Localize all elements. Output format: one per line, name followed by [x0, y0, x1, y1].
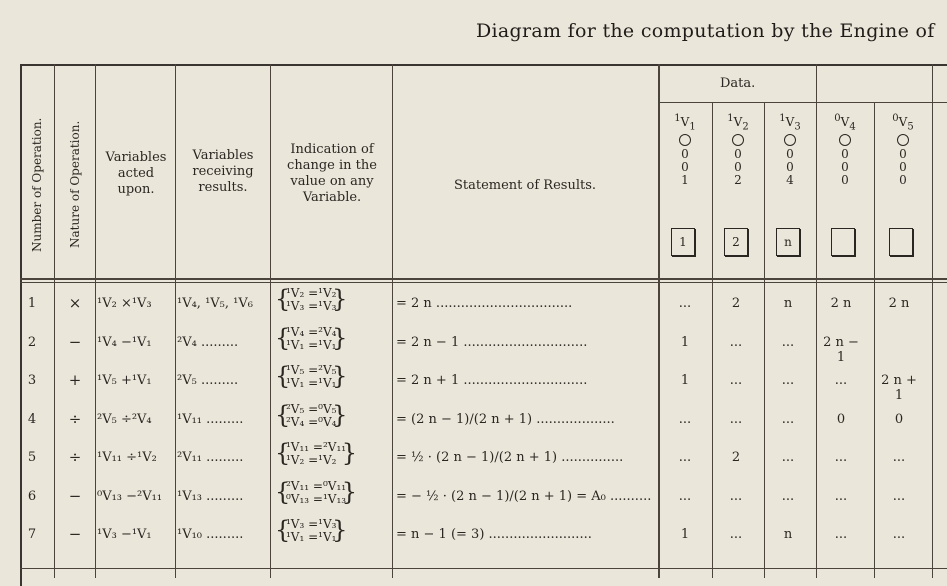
change-line: { ²V₁₁ =⁰V₁₁ — [286, 479, 347, 493]
footer-rule — [20, 568, 947, 569]
value-box: n — [776, 228, 800, 256]
data-cell: ... — [781, 450, 795, 465]
header-rule — [658, 102, 947, 103]
column-rule — [175, 64, 176, 578]
statement-of-result: = 2 n + 1 .............................. — [396, 373, 588, 388]
operation-sign: ÷ — [68, 410, 82, 428]
header-number-of-operation: Number of Operation. — [30, 117, 44, 252]
data-cell: ... — [892, 450, 906, 465]
column-rule — [95, 64, 96, 578]
data-cell: 2 — [731, 450, 741, 465]
variables-receiving: ¹V₁₃ ......... — [177, 489, 244, 504]
change-indication — [276, 441, 356, 467]
data-cell: ... — [678, 450, 692, 465]
operation-number: 5 — [27, 450, 37, 465]
header-rule — [20, 282, 947, 283]
operation-sign: − — [68, 487, 82, 505]
operation-number: 2 — [27, 335, 37, 350]
operation-sign: − — [68, 333, 82, 351]
circle-icon — [784, 134, 796, 146]
column-rule — [932, 64, 933, 578]
header-indication-of-change: Indication of change in the value on any Variable. — [287, 142, 377, 205]
circle-icon — [732, 134, 744, 146]
change-indication — [276, 480, 356, 506]
circle-icon — [897, 134, 909, 146]
change-line: ¹V₁ =¹V₁ — [286, 530, 337, 544]
variables-receiving: ¹V₁₁ ......... — [177, 412, 244, 427]
data-cell: 1 — [680, 373, 690, 388]
data-column-header: $^1V_2$ 0 0 2 — [727, 113, 749, 188]
data-cell: ... — [781, 412, 795, 427]
change-line: { ¹V₃ =¹V₃ — [286, 517, 337, 531]
data-cell: ... — [729, 489, 743, 504]
variables-acted-upon: ¹V₂ ×¹V₃ — [97, 296, 152, 311]
variables-acted-upon: ⁰V₁₃ −²V₁₁ — [97, 489, 163, 504]
page-title: Diagram for the computation by the Engine of — [476, 20, 935, 42]
data-cell: ... — [834, 527, 848, 542]
header-data: Data. — [720, 76, 756, 91]
operation-sign: × — [68, 294, 82, 312]
variable-symbol: $^1V_3$ — [779, 113, 801, 133]
value-box — [831, 228, 855, 256]
change-line: { ²V₅ =⁰V₅ — [286, 402, 337, 416]
data-cell: 1 — [680, 335, 690, 350]
data-cell: ... — [892, 527, 906, 542]
variable-symbol: $^0V_4$ — [834, 113, 856, 133]
variables-acted-upon: ¹V₅ +¹V₁ — [97, 373, 152, 388]
change-indication — [276, 287, 346, 313]
data-cell: ... — [834, 373, 848, 388]
data-cell: n — [783, 527, 793, 542]
operation-number: 4 — [27, 412, 37, 427]
data-column-header: $^1V_3$ 0 0 4 — [779, 113, 801, 188]
data-column-header: $^0V_5$ 0 0 0 — [892, 113, 914, 188]
change-line: ¹V₃ =¹V₃ — [286, 299, 337, 313]
data-cell: ... — [729, 527, 743, 542]
header-variables-acted-upon: Variables acted upon. — [105, 150, 167, 197]
change-indication — [276, 518, 346, 544]
value-box: 2 — [724, 228, 748, 256]
data-cell: 2 n — [830, 296, 852, 311]
data-cell: ... — [892, 489, 906, 504]
column-rule — [392, 64, 393, 578]
change-indication — [276, 364, 346, 390]
variable-symbol: $^0V_5$ — [892, 113, 914, 133]
operation-sign: ÷ — [68, 448, 82, 466]
statement-of-result: = 2 n − 1 .............................. — [396, 335, 588, 350]
variable-symbol: $^1V_1$ — [674, 113, 696, 133]
variables-acted-upon: ²V₅ ÷²V₄ — [97, 412, 152, 427]
data-cell: 2 n — [888, 296, 910, 311]
operation-sign: − — [68, 525, 82, 543]
change-line: { ¹V₄ =²V₄ — [286, 325, 337, 339]
statement-of-result: = 2 n ................................. — [396, 296, 573, 311]
data-cell: ... — [729, 373, 743, 388]
change-line: ⁰V₁₃ =¹V₁₃ — [286, 492, 347, 506]
variables-receiving: ¹V₁₀ ......... — [177, 527, 244, 542]
data-cell: 0 — [894, 412, 904, 427]
data-cell: n — [783, 296, 793, 311]
data-cell: 2 n + 1 — [881, 373, 917, 403]
change-line: { ¹V₁₁ =²V₁₁ — [286, 440, 347, 454]
variables-acted-upon: ¹V₁₁ ÷¹V₂ — [97, 450, 157, 465]
variables-receiving: ²V₅ ......... — [177, 373, 239, 388]
change-line: ¹V₁ =¹V₁ — [286, 338, 337, 352]
header-rule — [20, 278, 947, 280]
change-line: { ¹V₂ =¹V₂ — [286, 286, 337, 300]
data-cell: ... — [678, 296, 692, 311]
header-variables-receiving-results: Variables receiving results. — [192, 148, 254, 195]
statement-of-result: = (2 n − 1)/(2 n + 1) ................... — [396, 412, 615, 427]
data-cell: 2 — [731, 296, 741, 311]
data-cell: ... — [729, 412, 743, 427]
data-cell: ... — [781, 373, 795, 388]
operation-number: 6 — [27, 489, 37, 504]
variables-receiving: ²V₄ ......... — [177, 335, 239, 350]
statement-of-result: = ½ · (2 n − 1)/(2 n + 1) ............... — [396, 450, 624, 465]
data-cell: ... — [834, 489, 848, 504]
operation-number: 3 — [27, 373, 37, 388]
data-cell: ... — [834, 450, 848, 465]
operation-number: 1 — [27, 296, 37, 311]
operation-sign: + — [68, 371, 82, 389]
data-cell: ... — [729, 335, 743, 350]
change-line: ²V₄ =⁰V₄ — [286, 415, 337, 429]
data-cell: ... — [678, 412, 692, 427]
data-cell: ... — [678, 489, 692, 504]
operation-number: 7 — [27, 527, 37, 542]
data-column-header: $^1V_1$ 0 0 1 — [674, 113, 696, 188]
data-cell: 1 — [680, 527, 690, 542]
column-rule — [658, 64, 660, 578]
value-box: 1 — [671, 228, 695, 256]
data-cell: ... — [781, 335, 795, 350]
data-column-header: $^0V_4$ 0 0 0 — [834, 113, 856, 188]
variables-acted-upon: ¹V₃ −¹V₁ — [97, 527, 152, 542]
circle-icon — [839, 134, 851, 146]
data-cell: ... — [781, 489, 795, 504]
statement-of-result: = − ½ · (2 n − 1)/(2 n + 1) = A₀ .......... — [396, 489, 652, 504]
statement-of-result: = n − 1 (= 3) ......................... — [396, 527, 592, 542]
header-statement-of-results: Statement of Results. — [453, 178, 597, 193]
value-box — [889, 228, 913, 256]
variables-receiving: ²V₁₁ ......... — [177, 450, 244, 465]
change-line: ¹V₂ =¹V₂ — [286, 453, 337, 467]
header-nature-of-operation: Nature of Operation. — [68, 120, 82, 248]
column-rule — [54, 64, 55, 578]
change-line: { ¹V₅ =²V₅ — [286, 363, 337, 377]
circle-icon — [679, 134, 691, 146]
column-rule — [270, 64, 271, 578]
change-indication — [276, 403, 346, 429]
variables-receiving: ¹V₄, ¹V₅, ¹V₆ — [177, 296, 253, 311]
change-line: ¹V₁ =¹V₁ — [286, 376, 337, 390]
variables-acted-upon: ¹V₄ −¹V₁ — [97, 335, 152, 350]
data-cell: 2 n − 1 — [823, 335, 859, 365]
column-rule — [874, 102, 875, 578]
change-indication — [276, 326, 346, 352]
variable-symbol: $^1V_2$ — [727, 113, 749, 133]
data-cell: 0 — [836, 412, 846, 427]
